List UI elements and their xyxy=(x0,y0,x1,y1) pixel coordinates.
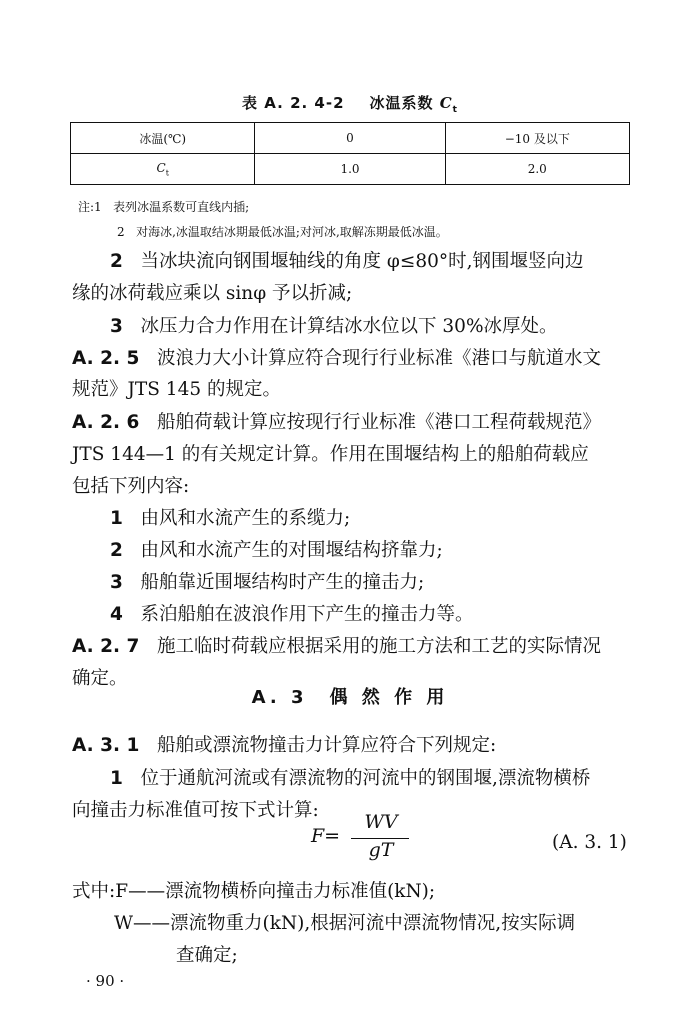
item-3 xyxy=(110,312,558,338)
clause-text: 施工临时荷载应根据采用的施工方法和工艺的实际情况 xyxy=(157,636,602,657)
clause-a25-line-2: 规范》JTS 145 的规定。 xyxy=(72,379,282,400)
note-2-prefix: 2 xyxy=(117,225,125,239)
clause-a31 xyxy=(72,731,496,757)
item-text: 系泊船舶在波浪作用下产生的撞击力等。 xyxy=(140,604,474,625)
item-text: 位于通航河流或有漂流物的河流中的钢围堰,漂流物横桥 xyxy=(140,768,591,789)
clause-number: A. 2. 6 xyxy=(72,412,140,433)
clause-a27-line-2-content: 确定。 xyxy=(72,668,128,689)
equation-number: (A. 3. 1) xyxy=(552,832,627,853)
clause-a26-line-1 xyxy=(72,408,601,434)
table-cell: −10 及以下 xyxy=(445,123,629,154)
note-1-text: 表列冰温系数可直线内插; xyxy=(113,200,250,214)
table-caption-title: 冰温系数 xyxy=(369,94,434,112)
item-2-line-1 xyxy=(110,247,584,273)
list-item xyxy=(110,536,443,562)
item-text: 船舶靠近围堰结构时产生的撞击力; xyxy=(140,572,425,593)
formula-numerator: WV xyxy=(364,811,398,833)
clause-a31-item-1-line-2: 向撞击力标准值可按下式计算: xyxy=(72,800,319,821)
item-text: 由风和水流产生的对围堰结构挤靠力; xyxy=(140,540,443,561)
item-number: 3 xyxy=(110,572,123,593)
table-caption-symbol-sub: t xyxy=(452,105,458,115)
note-2-text: 对海冰,冰温取结冰期最低冰温;对河冰,取解冻期最低冰温。 xyxy=(136,225,448,239)
clause-number: A. 2. 5 xyxy=(72,348,140,369)
section-heading: A. 3 偶 然 作 用 xyxy=(251,687,449,708)
item-text: 当冰块流向钢围堰轴线的角度 φ≤80°时,钢围堰竖向边 xyxy=(140,251,584,272)
table-caption xyxy=(0,92,700,115)
clause-a26-line-2: JTS 144—1 的有关规定计算。作用在围堰结构上的船舶荷载应 xyxy=(72,444,589,465)
table-cell: 冰温(℃) xyxy=(71,123,255,154)
note-1-prefix: 注:1 xyxy=(78,200,102,214)
table-header-row xyxy=(71,123,630,154)
list-item xyxy=(110,568,424,594)
where-f-line: 式中:F——漂流物横桥向撞击力标准值(kN); xyxy=(72,881,436,902)
clause-text: 波浪力大小计算应符合现行行业标准《港口与航道水文 xyxy=(157,348,602,369)
row-label-symbol: C xyxy=(156,160,166,175)
clause-text: 船舶荷载计算应按现行行业标准《港口工程荷载规范》 xyxy=(157,412,602,433)
clause-a25-line-1 xyxy=(72,344,601,370)
item-2-line-2: 缘的冰荷载应乘以 sinφ 予以折减; xyxy=(72,283,353,304)
clause-a31-item-1-line-1 xyxy=(110,764,590,790)
clause-number: A. 3. 1 xyxy=(72,735,140,756)
note-1 xyxy=(78,198,249,215)
item-number: 1 xyxy=(110,508,123,529)
formula-lhs: F= xyxy=(311,825,341,847)
item-number: 2 xyxy=(110,540,123,561)
table-cell: 2.0 xyxy=(445,154,629,185)
item-number: 3 xyxy=(110,316,123,337)
table-cell: 0 xyxy=(255,123,445,154)
formula-denominator: gT xyxy=(368,839,394,861)
table-caption-label: 表 A. 2. 4-2 xyxy=(242,94,345,112)
table-caption-symbol: C xyxy=(439,94,453,112)
ice-temperature-table xyxy=(70,122,630,185)
row-label-sub: t xyxy=(165,168,169,178)
note-2 xyxy=(117,223,448,240)
item-number: 2 xyxy=(110,251,123,272)
where-w-line-1: W——漂流物重力(kN),根据河流中漂流物情况,按实际调 xyxy=(114,913,576,934)
page-number: · 90 · xyxy=(86,972,125,990)
table-row xyxy=(71,154,630,185)
table-cell xyxy=(71,154,255,185)
item-text: 冰压力合力作用在计算结冰水位以下 30%冰厚处。 xyxy=(140,316,558,337)
list-item xyxy=(110,504,350,530)
clause-a26-line-3: 包括下列内容: xyxy=(72,476,190,497)
item-number: 4 xyxy=(110,604,123,625)
clause-number: A. 2. 7 xyxy=(72,636,140,657)
clause-text: 船舶或漂流物撞击力计算应符合下列规定: xyxy=(157,735,497,756)
item-text: 由风和水流产生的系缆力; xyxy=(140,508,351,529)
table-cell: 1.0 xyxy=(255,154,445,185)
item-number: 1 xyxy=(110,768,123,789)
list-item xyxy=(110,600,474,626)
clause-a27-line-1 xyxy=(72,632,601,658)
where-w-line-2: 查确定; xyxy=(176,945,238,966)
